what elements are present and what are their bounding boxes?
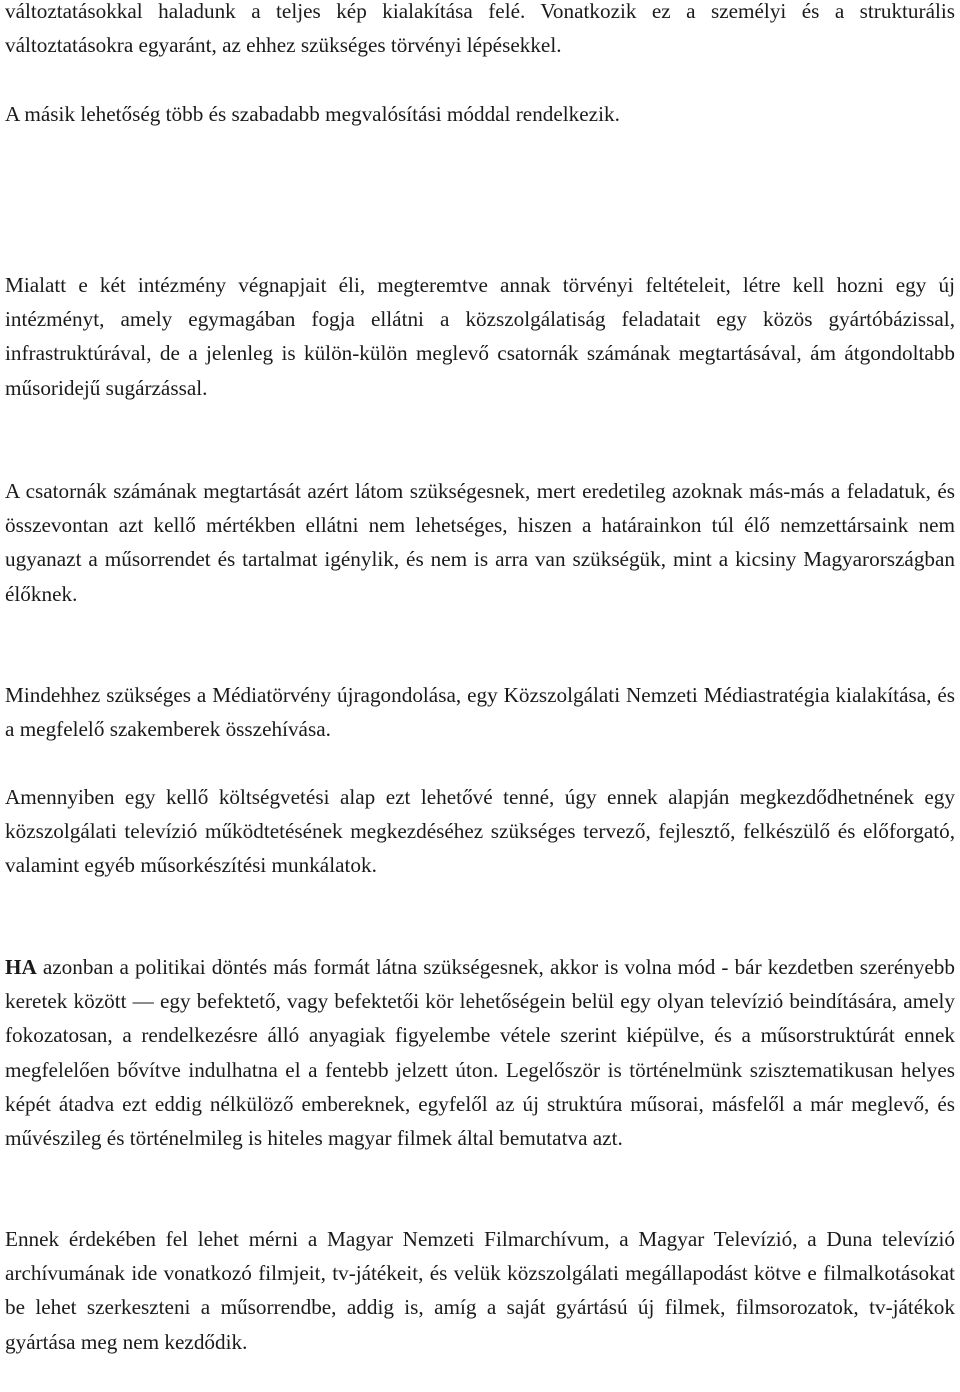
paragraph-6: Amennyiben egy kellő költségvetési alap ezt lehetővé tenné, úgy ennek alapján megkezdődhetnének egy közszolgálati televízió működtetésének megkezdéséhez szükséges tervező, fejlesztő, felkészülő és előforgató, valamint egyéb műsorkészítési munkálatok. [5, 785, 955, 878]
paragraph-4: A csatornák számának megtartását azért látom szükségesnek, mert eredetileg azoknak más-más a feladatuk, és összevontan azt kellő mértékben ellátni nem lehetséges, hiszen a határainkon túl élő nemzettársaink nem ugyanazt a műsorrendet és tartalmat igénylik, és nem is arra van szükségük, mint a kicsiny Magyarországban élőknek. [5, 479, 955, 606]
paragraph-8: Ennek érdekében fel lehet mérni a Magyar Nemzeti Filmarchívum, a Magyar Televízió, a Duna televízió archívumának ide vonatkozó filmjeit, tv-játékeit, és velük közszolgálati megállapodást kötve e filmalkotásokat be lehet szerkeszteni a műsorrendbe, addig is, amíg a saját gyártású új filmek, filmsorozatok, tv-játékok gyártása meg nem kezdődik. [5, 1227, 955, 1354]
paragraph-7-lead: HA [5, 955, 37, 979]
paragraph-7 [5, 950, 955, 1155]
paragraph-1: változtatásokkal haladunk a teljes kép kialakítása felé. Vonatkozik ez a személyi és a strukturális változtatásokra egyaránt, az ehhez szükséges törvényi lépésekkel. [5, 0, 955, 58]
paragraph-7-body: azonban a politikai döntés más formát látna szükségesnek, akkor is volna mód - bár kezdetben szerényebb keretek között — egy befektető, vagy befektetői kör lehetőségein belül egy olyan televízió beindítására, amely fokozatosan, a rendelkezésre álló anyagiak figyelembe vétele szerint kiépülve, és a műsorstruktúrát ennek megfelelően bővítve indulhatna el a fentebb jelzett úton. Legelőször is történelmünk szisztematikusan helyes képét átadva ezt eddig nélkülöző embereknek, egyfelől az új struktúra műsorai, másfelől a már meglevő, és művészileg és történelmileg is hiteles magyar filmek által bemutatva azt. [5, 955, 955, 1151]
paragraph-3: Mialatt e két intézmény végnapjait éli, megteremtve annak törvényi feltételeit, létre kell hozni egy új intézményt, amely egymagában fogja ellátni a közszolgálatiság feladatait egy közös gyártóbázissal, infrastruktúrával, de a jelenleg is külön-külön meglevő csatornák számának megtartásával, ám átgondoltabb műsoridejű sugárzással. [5, 273, 955, 400]
paragraph-5: Mindehhez szükséges a Médiatörvény újragondolása, egy Közszolgálati Nemzeti Médiastratégia kialakítása, és a megfelelő szakemberek összehívása. [5, 683, 955, 742]
paragraph-2: A másik lehetőség több és szabadabb megvalósítási móddal rendelkezik. [5, 102, 620, 126]
